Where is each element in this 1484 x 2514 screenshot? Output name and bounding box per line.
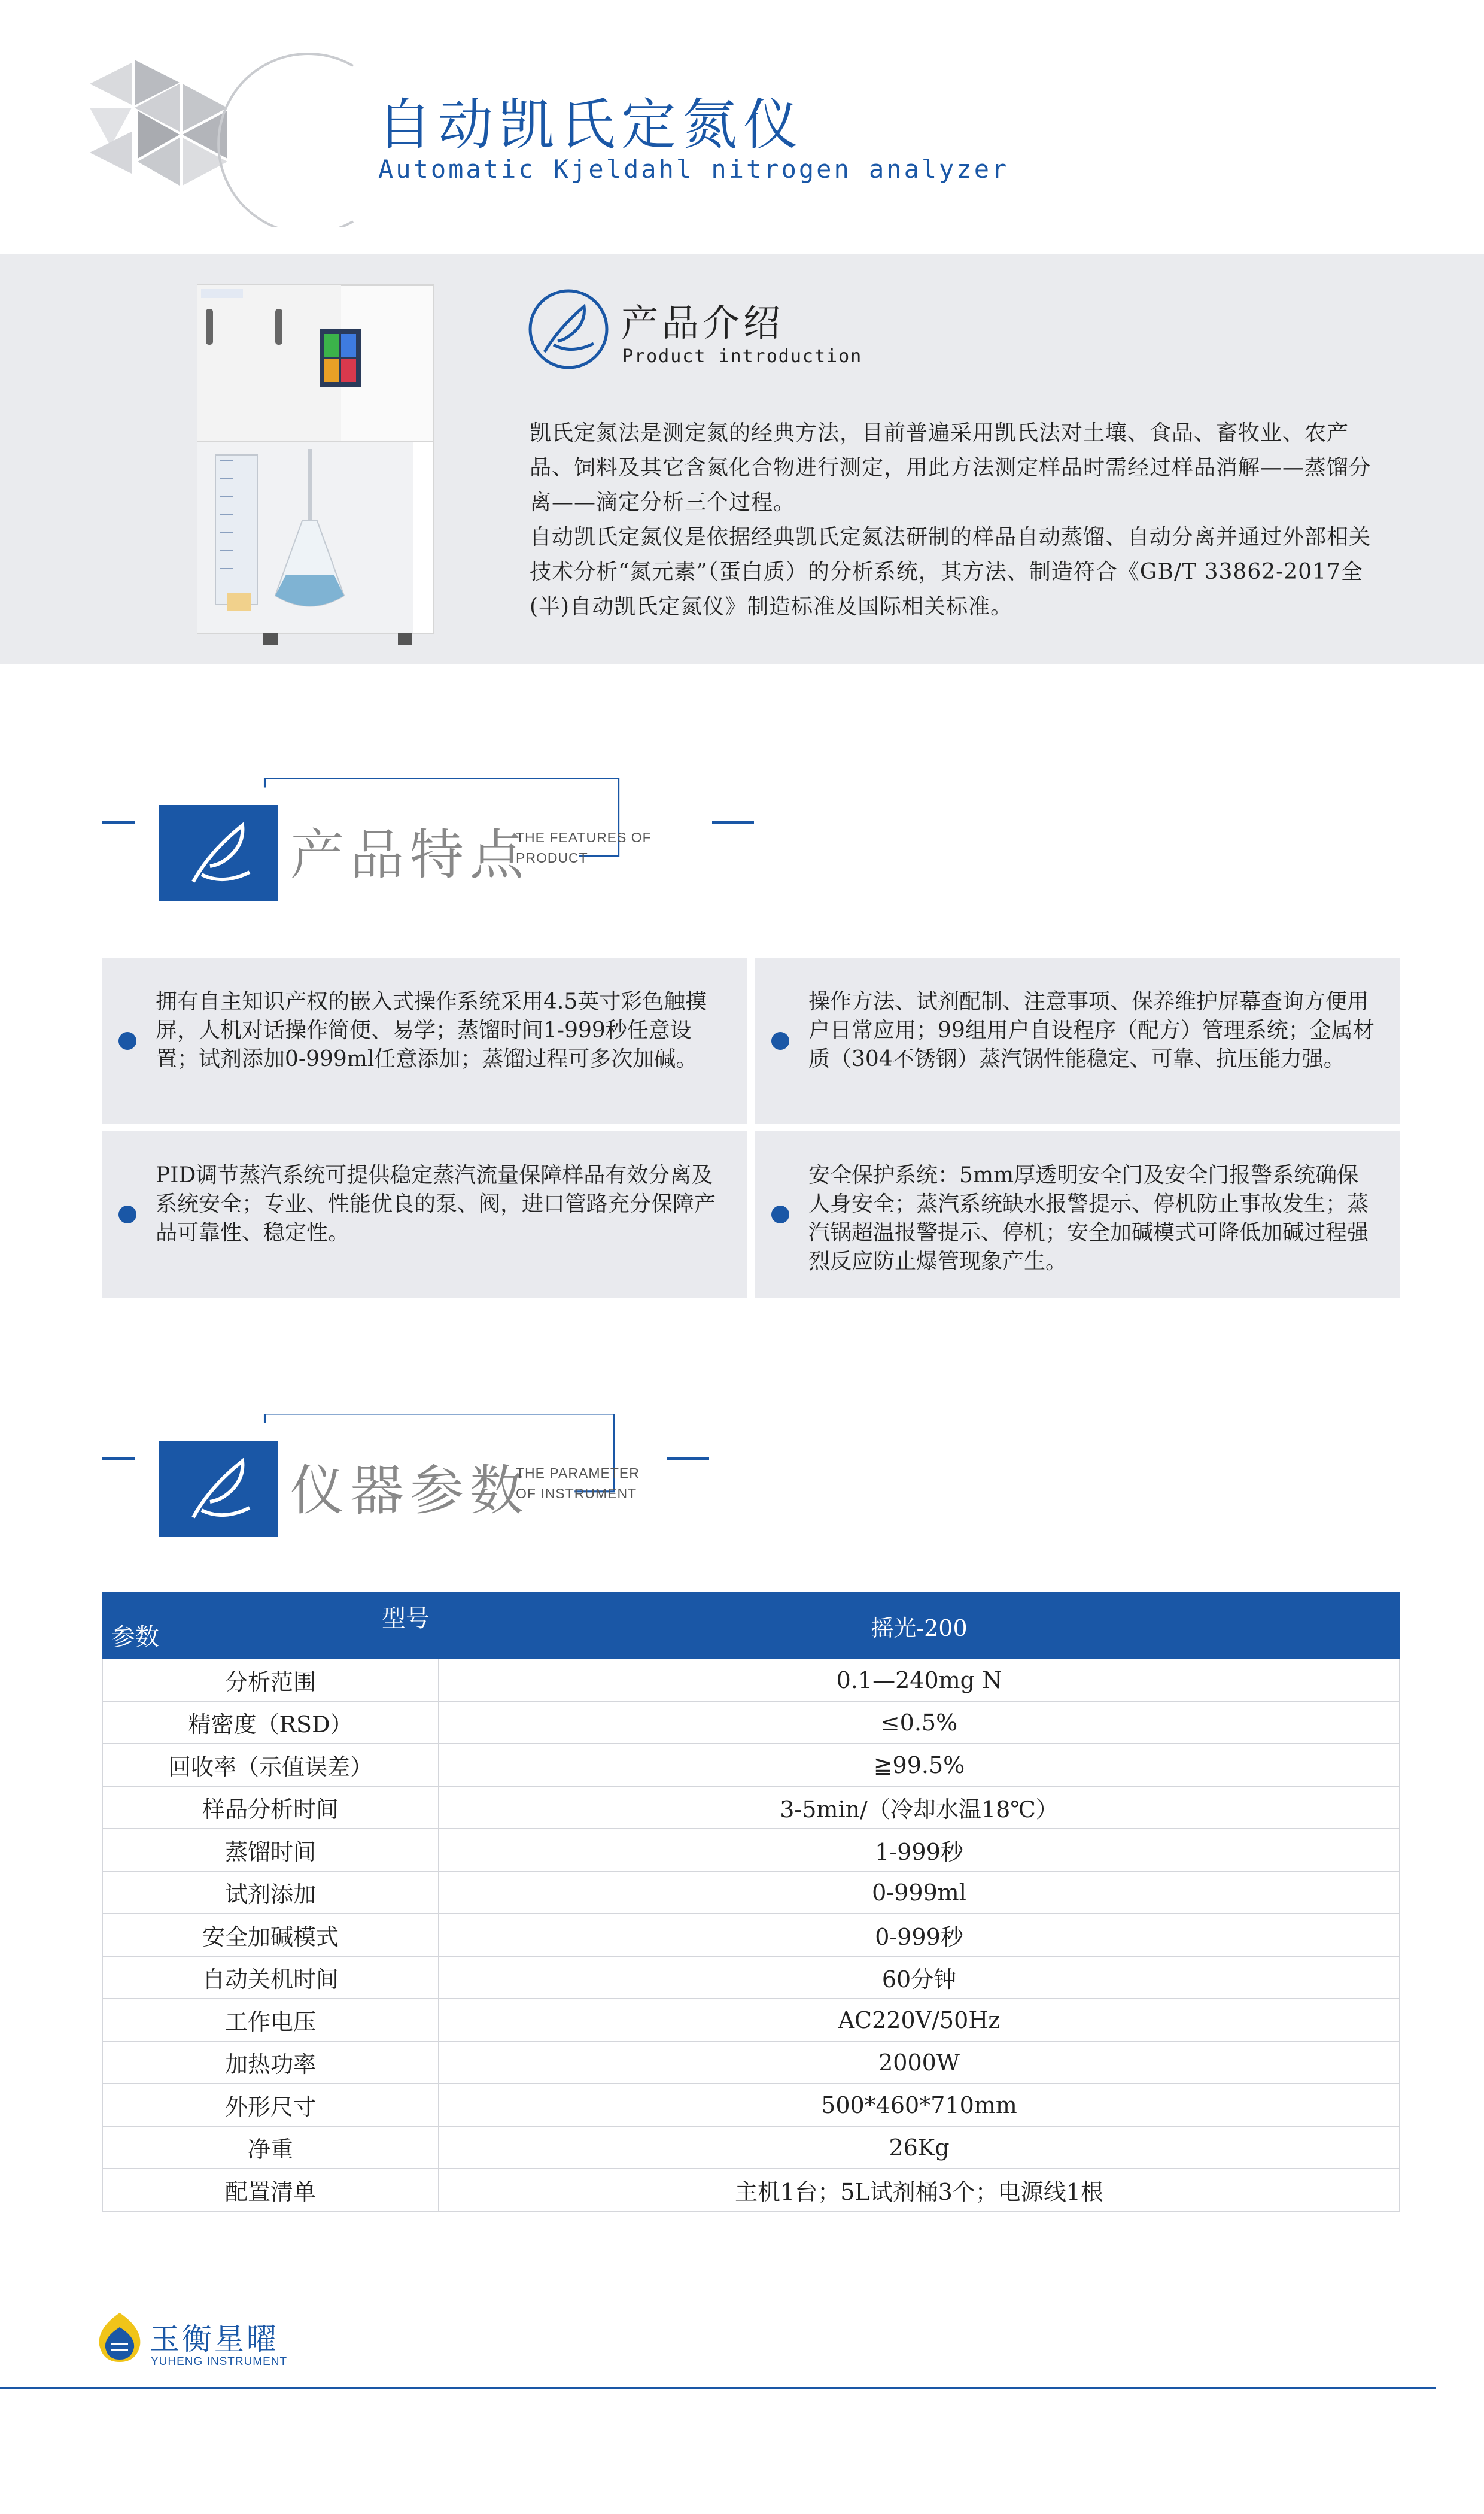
table-row — [102, 2169, 1400, 2211]
table-corner-cell — [102, 1593, 439, 1659]
intro-title: 产品介绍 — [621, 301, 784, 345]
param-value: 1-999秒 — [439, 1829, 1400, 1871]
company-logo-icon — [96, 2310, 144, 2364]
table-row — [102, 2126, 1400, 2169]
table-row — [102, 2041, 1400, 2084]
param-value: 26Kg — [439, 2126, 1400, 2169]
features-heading — [102, 778, 760, 910]
param-value: 60分钟 — [439, 1956, 1400, 1999]
features-title-en: THE FEATURES OF PRODUCT — [516, 830, 652, 866]
param-name: 外形尺寸 — [102, 2084, 439, 2126]
bullet-dot — [118, 1206, 136, 1223]
param-name: 净重 — [102, 2126, 439, 2169]
heading-line-right — [667, 1457, 709, 1460]
heading-line-left — [102, 1457, 135, 1460]
param-name: 试剂添加 — [102, 1871, 439, 1914]
model-name: 摇光-200 — [439, 1593, 1400, 1659]
bullet-dot — [771, 1206, 789, 1223]
company-name: 玉衡星曜 — [150, 2322, 279, 2357]
param-name: 蒸馏时间 — [102, 1829, 439, 1871]
param-value: 0-999秒 — [439, 1914, 1400, 1956]
feature-text: 操作方法、试剂配制、注意事项、保养维护屏幕查询方便用户日常应用；99组用户自设程序（配方）管理系统；金属材质（304不锈钢）蒸汽锅性能稳定、可靠、抗压能力强。 — [808, 989, 1374, 1071]
features-title: 产品特点 — [290, 824, 530, 886]
table-row — [102, 1829, 1400, 1871]
feather-icon — [159, 1441, 278, 1537]
table-row — [102, 1871, 1400, 1914]
bullet-dot — [118, 1032, 136, 1050]
footer-divider — [0, 2387, 1436, 2389]
spec-table — [102, 1592, 1400, 2212]
param-name: 工作电压 — [102, 1999, 439, 2041]
features-grid — [102, 958, 1400, 1299]
table-row — [102, 1744, 1400, 1786]
param-name: 加热功率 — [102, 2041, 439, 2084]
heading-line-left — [102, 821, 135, 824]
feature-text: 安全保护系统：5mm厚透明安全门及安全门报警系统确保人身安全；蒸汽系统缺水报警提示、停机防止事故发生；蒸汽锅超温报警提示、停机；安全加碱模式可降低加碱过程强烈反应防止爆管现象产生。 — [808, 1163, 1369, 1274]
heading-line-right — [712, 821, 754, 824]
feature-card — [102, 958, 747, 1124]
feature-text: 拥有自主知识产权的嵌入式操作系统采用4.5英寸彩色触摸屏，人机对话操作简便、易学；蒸馏时间1-999秒任意设置；试剂添加0-999ml任意添加；蒸馏过程可多次加碱。 — [156, 989, 707, 1071]
table-row — [102, 2084, 1400, 2126]
param-value: ≤0.5% — [439, 1701, 1400, 1744]
header-model-label: 型号 — [382, 1605, 430, 1632]
table-row — [102, 1914, 1400, 1956]
param-value: 3-5min/（冷却水温18℃） — [439, 1786, 1400, 1829]
intro-paragraph: 凯氏定氮法是测定氮的经典方法，目前普遍采用凯氏法对土壤、食品、畜牧业、农产品、饲料及其它含氮化合物进行测定，用此方法测定样品时需经过样品消解——蒸馏分离——滴定分析三个过程。 — [530, 421, 1372, 515]
intro-description — [530, 416, 1379, 624]
intro-paragraph: 自动凯氏定氮仪是依据经典凯氏定氮法研制的样品自动蒸馏、自动分离并通过外部相关技术分析“氮元素”（蛋白质）的分析系统，其方法、制造符合《GB/T 33862-2017全(半)自动凯氏定氮仪》制造标准及国际相关标准。 — [530, 525, 1372, 619]
param-name: 配置清单 — [102, 2169, 439, 2211]
param-name: 安全加碱模式 — [102, 1914, 439, 1956]
feature-text: PID调节蒸汽系统可提供稳定蒸汽流量保障样品有效分离及系统安全；专业、性能优良的泵、阀，进口管路充分保障产品可靠性、稳定性。 — [156, 1163, 716, 1245]
intro-subtitle: Product introduction — [622, 346, 863, 367]
table-row — [102, 1701, 1400, 1744]
param-value: 500*460*710mm — [439, 2084, 1400, 2126]
param-value: 0-999ml — [439, 1871, 1400, 1914]
feather-icon — [159, 805, 278, 901]
table-row — [102, 1786, 1400, 1829]
company-name-en: YUHENG INSTRUMENT — [151, 2355, 288, 2368]
table-row — [102, 1956, 1400, 1999]
param-name: 自动关机时间 — [102, 1956, 439, 1999]
feature-card — [755, 958, 1400, 1124]
param-name: 分析范围 — [102, 1659, 439, 1701]
params-heading — [102, 1414, 760, 1546]
table-row — [102, 1999, 1400, 2041]
param-value: ≧99.5% — [439, 1744, 1400, 1786]
table-row — [102, 1659, 1400, 1701]
page-subtitle: Automatic Kjeldahl nitrogen analyzer — [378, 154, 1009, 184]
param-value: 2000W — [439, 2041, 1400, 2084]
bullet-dot — [771, 1032, 789, 1050]
feature-card — [102, 1131, 747, 1298]
param-value: 0.1—240mg N — [439, 1659, 1400, 1701]
feather-icon — [527, 287, 610, 371]
table-header-row — [102, 1593, 1400, 1659]
feature-card — [755, 1131, 1400, 1298]
param-name: 精密度（RSD） — [102, 1701, 439, 1744]
params-title-en: THE PARAMETER OF INSTRUMENT — [516, 1465, 640, 1501]
param-name: 回收率（示值误差） — [102, 1744, 439, 1786]
param-value: 主机1台；5L试剂桶3个；电源线1根 — [439, 2169, 1400, 2211]
product-image — [180, 281, 437, 649]
header-triangle-decoration — [90, 48, 365, 227]
param-value: AC220V/50Hz — [439, 1999, 1400, 2041]
header-param-label: 参数 — [111, 1623, 159, 1651]
param-name: 样品分析时间 — [102, 1786, 439, 1829]
params-title: 仪器参数 — [290, 1459, 530, 1522]
page-title: 自动凯氏定氮仪 — [377, 93, 805, 157]
heading-icon-box — [159, 805, 278, 901]
heading-icon-box — [159, 1441, 278, 1537]
